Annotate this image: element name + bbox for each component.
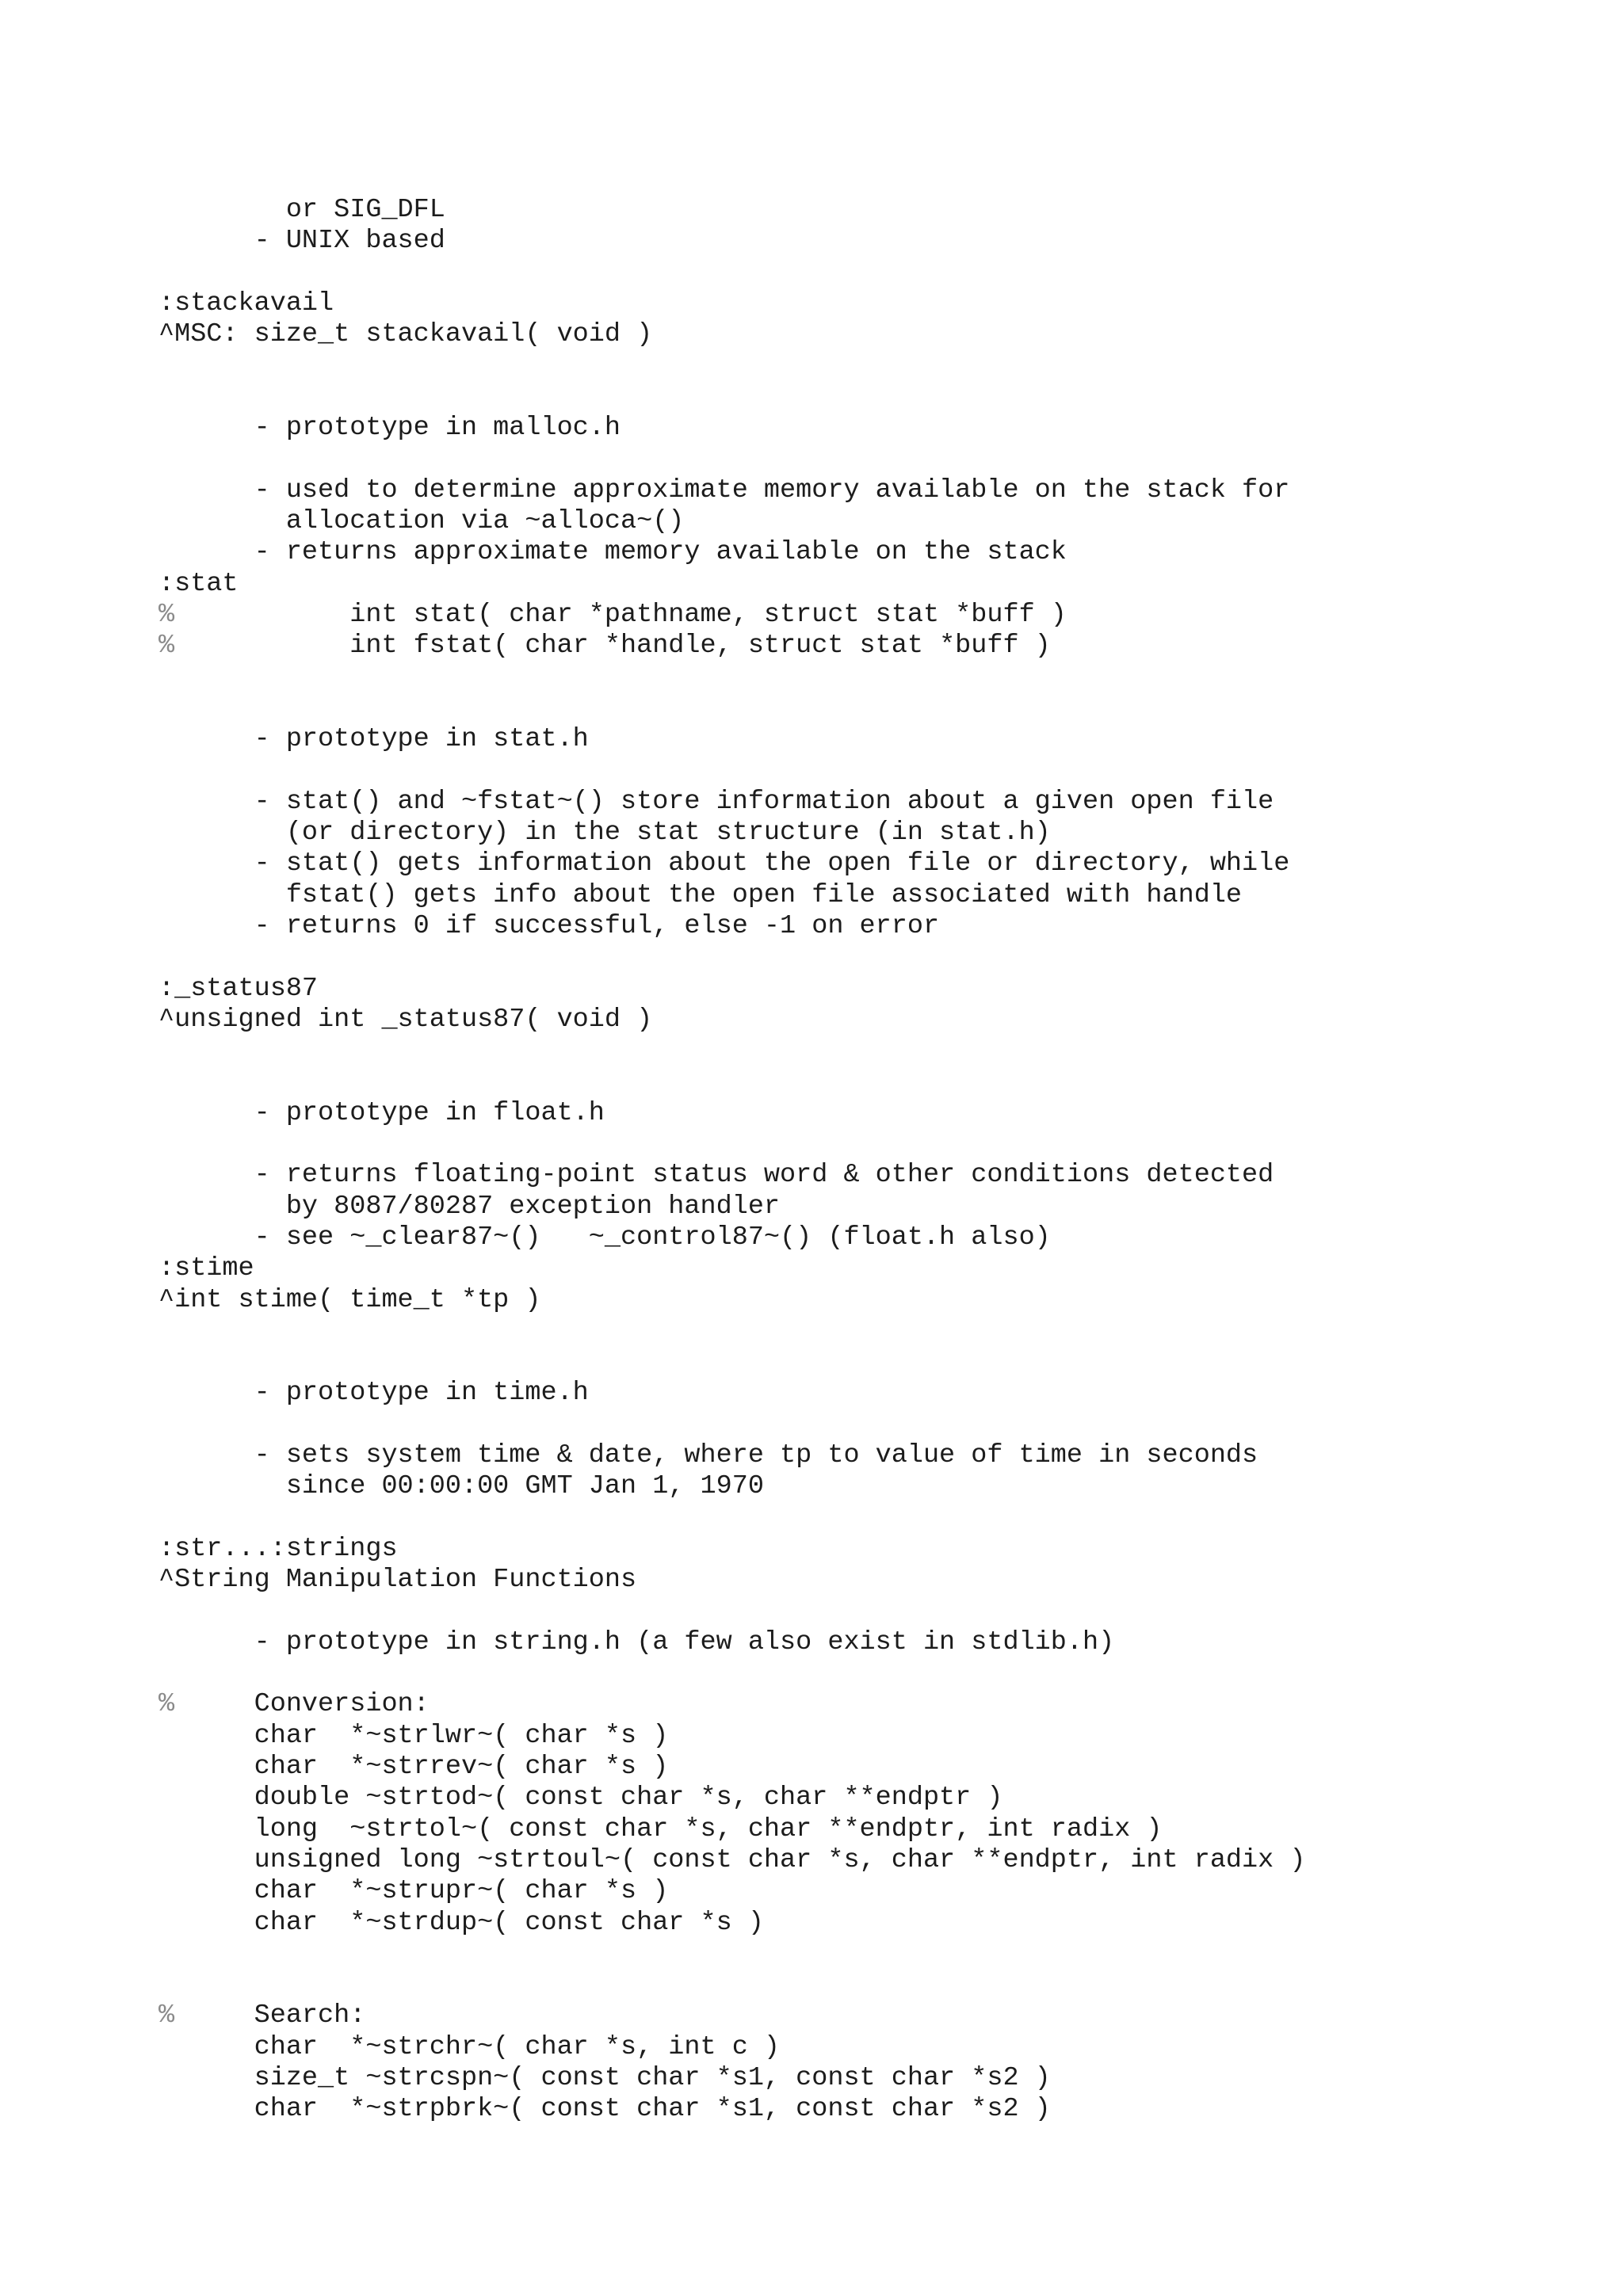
text-line: % int fstat( char *handle, struct stat *buff ) — [158, 631, 1051, 662]
text-line: char *~strupr~( char *s ) — [158, 1876, 669, 1907]
text-line: % Conversion: — [158, 1689, 430, 1720]
text-line: - prototype in float.h — [158, 1097, 605, 1128]
text-line: - stat() gets information about the open file or directory, while — [158, 849, 1290, 879]
text-line: :str...:strings — [158, 1533, 398, 1564]
text-line: unsigned long ~strtoul~( const char *s, char **endptr, int radix ) — [158, 1844, 1306, 1875]
text-line: since 00:00:00 GMT Jan 1, 1970 — [158, 1471, 764, 1502]
text-line: :_status87 — [158, 973, 319, 1004]
text-line: ^String Manipulation Functions — [158, 1565, 637, 1596]
text-line: - prototype in stat.h — [158, 724, 589, 755]
text-line: ^unsigned int _status87( void ) — [158, 1004, 653, 1035]
text-line: - UNIX based — [158, 226, 445, 257]
text-line: size_t ~strcspn~( const char *s1, const char *s2 ) — [158, 2063, 1051, 2093]
percent-marker: % — [158, 1689, 175, 1720]
text-line: char *~strpbrk~( const char *s1, const char *s2 ) — [158, 2094, 1051, 2125]
text-line: allocation via ~alloca~() — [158, 506, 685, 536]
text-line: by 8087/80287 exception handler — [158, 1191, 781, 1222]
text-line: - see ~_clear87~() ~_control87~() (float.h also) — [158, 1222, 1051, 1253]
text-line: - prototype in malloc.h — [158, 413, 621, 444]
text-line: (or directory) in the stat structure (in stat.h) — [158, 818, 1051, 848]
text-line: - returns 0 if successful, else -1 on error — [158, 910, 940, 941]
text-line: char *~strlwr~( char *s ) — [158, 1720, 669, 1751]
percent-marker: % — [158, 2000, 175, 2031]
text-line: char *~strdup~( const char *s ) — [158, 1907, 764, 1938]
text-line: :stackavail — [158, 288, 334, 318]
text-line: - sets system time & date, where tp to value of time in seconds — [158, 1440, 1258, 1470]
text-line: :stat — [158, 568, 239, 599]
text-line: - returns floating-point status word & other conditions detected — [158, 1160, 1274, 1191]
text-line: - stat() and ~fstat~() store information about a given open file — [158, 786, 1274, 817]
text-line: long ~strtol~( const char *s, char **endptr, int radix ) — [158, 1814, 1163, 1844]
text-line: char *~strchr~( char *s, int c ) — [158, 2031, 781, 2062]
percent-marker: % — [158, 631, 175, 662]
text-line: or SIG_DFL — [158, 195, 445, 225]
text-line: - used to determine approximate memory available on the stack for — [158, 475, 1290, 505]
text-line: % Search: — [158, 2000, 366, 2031]
percent-marker: % — [158, 599, 175, 630]
text-line: double ~strtod~( const char *s, char **endptr ) — [158, 1783, 1003, 1814]
text-line: - returns approximate memory available on the stack — [158, 537, 1067, 568]
text-line: fstat() gets info about the open file associated with handle — [158, 879, 1243, 910]
text-line: char *~strrev~( char *s ) — [158, 1752, 669, 1782]
text-line: - prototype in string.h (a few also exist in stdlib.h) — [158, 1627, 1115, 1657]
text-line: :stime — [158, 1253, 254, 1284]
text-line: % int stat( char *pathname, struct stat *buff ) — [158, 599, 1067, 630]
text-line: ^int stime( time_t *tp ) — [158, 1284, 541, 1315]
text-line: ^MSC: size_t stackavail( void ) — [158, 319, 653, 350]
text-line: - prototype in time.h — [158, 1378, 589, 1409]
